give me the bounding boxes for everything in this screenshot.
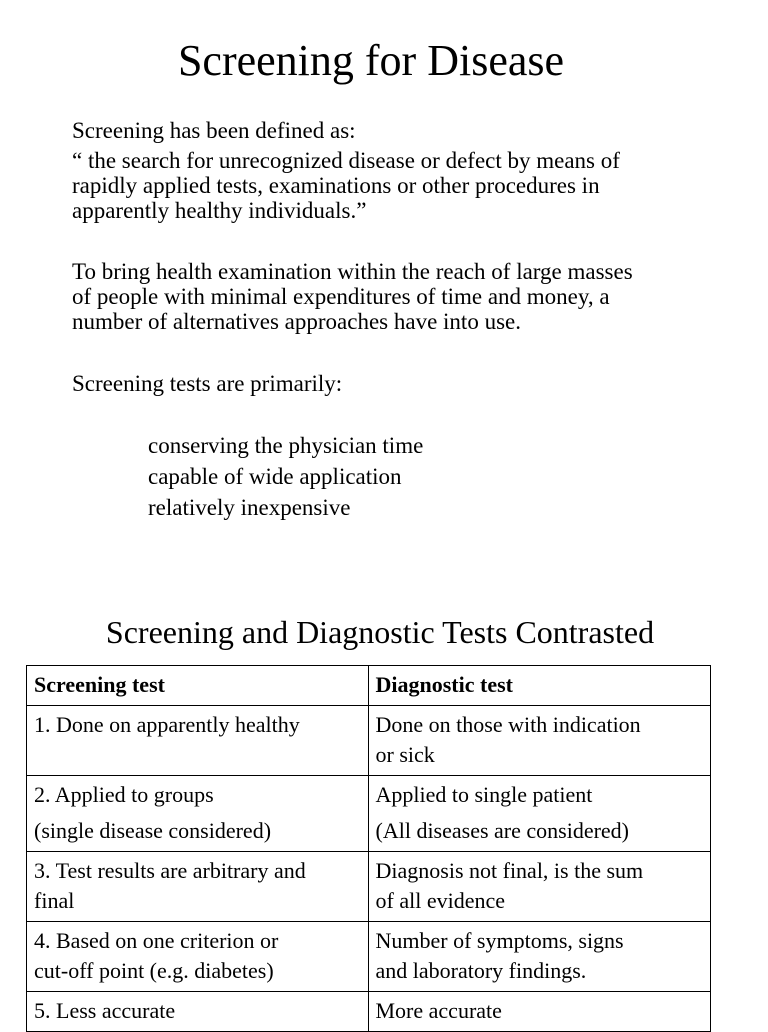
primarily-list	[148, 430, 423, 523]
list-item: relatively inexpensive	[148, 495, 351, 520]
screening-cell	[27, 922, 369, 992]
cell-line: 1. Done on apparently healthy	[34, 712, 300, 737]
screening-cell	[27, 776, 369, 852]
list-item: conserving the physician time	[148, 433, 424, 458]
screening-cell	[27, 852, 369, 922]
table-header-row	[27, 666, 711, 706]
cell-line: 4. Based on one criterion or	[34, 928, 279, 953]
cell-line: (All diseases are considered)	[375, 818, 630, 843]
cell-line: of all evidence	[375, 888, 505, 913]
reach-paragraph: To bring health examination within the reach of large masses of people with minimal expenditures of time and money, a number of alternatives approaches have into use.	[72, 259, 633, 334]
cell-line: Done on those with indication	[375, 712, 641, 737]
cell-line: or sick	[375, 742, 435, 767]
table-row	[27, 922, 711, 992]
cell-line: final	[34, 888, 75, 913]
cell-line: Diagnosis not final, is the sum	[375, 858, 644, 883]
primarily-intro: Screening tests are primarily:	[72, 371, 343, 396]
diagnostic-cell	[368, 776, 711, 852]
diagnostic-cell	[368, 706, 711, 776]
cell-line: 5. Less accurate	[34, 998, 176, 1023]
diagnostic-cell	[368, 922, 711, 992]
cell-line: 2. Applied to groups	[34, 782, 214, 807]
screening-cell	[27, 992, 369, 1032]
contrast-table	[26, 665, 711, 1032]
cell-line: More accurate	[375, 998, 502, 1023]
table-row	[27, 992, 711, 1032]
diagnostic-cell	[368, 852, 711, 922]
column-header-diagnostic: Diagnostic test	[368, 666, 711, 706]
cell-line: (single disease considered)	[34, 818, 272, 843]
table-title: Screening and Diagnostic Tests Contrasted	[105, 614, 655, 650]
list-item: capable of wide application	[148, 464, 402, 489]
definition-intro: Screening has been defined as:	[72, 118, 356, 143]
column-header-screening: Screening test	[27, 666, 369, 706]
screening-cell	[27, 706, 369, 776]
cell-line: and laboratory findings.	[375, 958, 587, 983]
page-title: Screening for Disease	[177, 36, 565, 85]
definition-quote: “ the search for unrecognized disease or defect by means of rapidly applied tests, examinations or other procedures in apparently healthy individuals.”	[72, 148, 620, 223]
diagnostic-cell	[368, 992, 711, 1032]
table-row	[27, 852, 711, 922]
cell-line: cut-off point (e.g. diabetes)	[34, 958, 274, 983]
cell-line: 3. Test results are arbitrary and	[34, 858, 306, 883]
table-row	[27, 706, 711, 776]
cell-line: Applied to single patient	[375, 782, 593, 807]
table-row	[27, 776, 711, 852]
cell-line: Number of symptoms, signs	[375, 928, 624, 953]
